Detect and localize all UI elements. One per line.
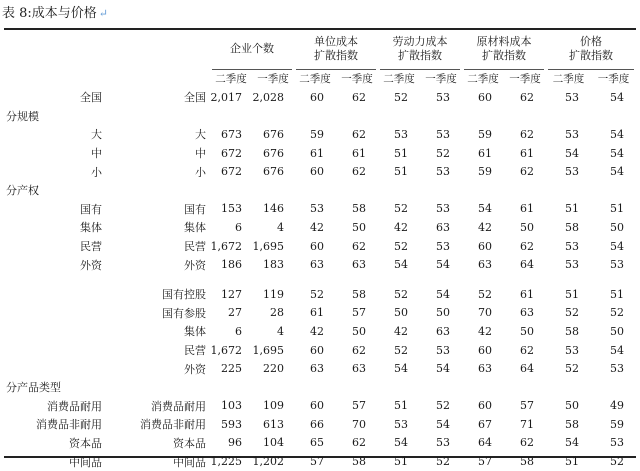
- value-cell: 63: [520, 306, 534, 320]
- table-row: [4, 304, 636, 323]
- spacer-row: [4, 274, 636, 285]
- table-row: [4, 434, 636, 453]
- value-cell: 186: [221, 258, 242, 272]
- value-cell: 52: [436, 399, 450, 413]
- value-cell: 61: [310, 306, 324, 320]
- row-sublabel: 全国: [184, 91, 206, 105]
- value-cell: 109: [263, 399, 284, 413]
- row-sublabel: 中: [195, 147, 206, 161]
- value-cell: 50: [352, 324, 366, 338]
- value-cell: 53: [565, 258, 579, 272]
- row-sublabel: 民营: [184, 240, 206, 254]
- table-row: [4, 125, 636, 144]
- value-cell: 6: [235, 324, 242, 338]
- row-label: 小: [91, 165, 102, 179]
- value-cell: 61: [520, 287, 534, 301]
- group-row: [4, 378, 636, 397]
- subheader-q1: 一季度: [257, 72, 289, 85]
- table-title: 表 8:成本与价格 ↵: [2, 6, 109, 21]
- value-cell: 62: [352, 90, 366, 104]
- value-cell: 103: [221, 399, 242, 413]
- value-cell: 57: [352, 399, 366, 413]
- row-sublabel: 国有参股: [162, 306, 206, 320]
- row-label: 资本品: [69, 436, 102, 450]
- row-label: 消费品非耐用: [36, 418, 102, 432]
- value-cell: 51: [394, 455, 408, 469]
- row-sublabel: 国有: [184, 202, 206, 216]
- subheader-q1: 一季度: [341, 72, 373, 85]
- value-cell: 61: [310, 146, 324, 160]
- value-cell: 613: [263, 417, 284, 431]
- value-cell: 66: [310, 417, 324, 431]
- value-cell: 1,225: [210, 455, 242, 469]
- table-row: [4, 144, 636, 163]
- value-cell: 57: [520, 399, 534, 413]
- value-cell: 57: [352, 306, 366, 320]
- header-labor-cost: [378, 29, 462, 69]
- value-cell: 53: [394, 417, 408, 431]
- value-cell: 54: [610, 146, 624, 160]
- value-cell: 53: [565, 165, 579, 179]
- value-cell: 60: [478, 239, 492, 253]
- value-cell: 53: [610, 436, 624, 450]
- value-cell: 54: [436, 362, 450, 376]
- value-cell: 62: [520, 343, 534, 357]
- value-cell: 2,028: [252, 90, 284, 104]
- value-cell: 51: [394, 146, 408, 160]
- value-cell: 52: [610, 455, 624, 469]
- value-cell: 63: [352, 258, 366, 272]
- value-cell: 62: [520, 436, 534, 450]
- value-cell: 53: [436, 127, 450, 141]
- value-cell: 52: [478, 287, 492, 301]
- row-sublabel: 国有控股: [162, 288, 206, 302]
- value-cell: 54: [436, 417, 450, 431]
- value-cell: 60: [310, 239, 324, 253]
- value-cell: 61: [352, 146, 366, 160]
- value-cell: 60: [478, 399, 492, 413]
- value-cell: 71: [520, 417, 534, 431]
- row-sublabel: 集体: [184, 325, 206, 339]
- value-cell: 42: [310, 324, 324, 338]
- value-cell: 58: [352, 202, 366, 216]
- header-firm-count: 企业个数: [230, 42, 274, 55]
- row-label: [4, 359, 106, 378]
- value-cell: 676: [263, 165, 284, 179]
- value-cell: 50: [565, 399, 579, 413]
- row-sublabel: 大: [195, 128, 206, 142]
- value-cell: 51: [610, 202, 624, 216]
- value-cell: 53: [436, 436, 450, 450]
- group-row: [4, 181, 636, 200]
- table-row: [4, 415, 636, 434]
- value-cell: 50: [394, 306, 408, 320]
- value-cell: 62: [520, 127, 534, 141]
- value-cell: 51: [565, 455, 579, 469]
- header-underline-firm: [212, 69, 292, 70]
- value-cell: 53: [436, 165, 450, 179]
- row-label: 国有: [80, 202, 102, 216]
- subheader-q1: 一季度: [597, 72, 630, 85]
- value-cell: 127: [221, 287, 242, 301]
- value-cell: 60: [310, 90, 324, 104]
- value-cell: 51: [610, 287, 624, 301]
- value-cell: 63: [436, 220, 450, 234]
- value-cell: 52: [565, 306, 579, 320]
- value-cell: 1,695: [252, 239, 284, 253]
- value-cell: 54: [436, 258, 450, 272]
- value-cell: 6: [235, 220, 242, 234]
- subheader-q2: 二季度: [552, 72, 585, 85]
- group-row: [4, 107, 636, 126]
- value-cell: 4: [277, 324, 284, 338]
- cost-price-table: [4, 29, 636, 471]
- value-cell: 51: [565, 202, 579, 216]
- value-cell: 49: [610, 399, 624, 413]
- header-underline-labor: [380, 69, 460, 70]
- value-cell: 1,672: [210, 343, 242, 357]
- value-cell: 50: [352, 220, 366, 234]
- value-cell: 50: [436, 306, 450, 320]
- table-row: [4, 255, 636, 274]
- value-cell: 27: [228, 306, 242, 320]
- value-cell: 62: [352, 239, 366, 253]
- value-cell: 63: [310, 258, 324, 272]
- header-underline-unit: [296, 69, 376, 70]
- value-cell: 54: [610, 165, 624, 179]
- value-cell: 52: [610, 306, 624, 320]
- value-cell: 58: [352, 455, 366, 469]
- value-cell: 58: [352, 287, 366, 301]
- value-cell: 1,202: [252, 455, 284, 469]
- table-row: [4, 218, 636, 237]
- value-cell: 52: [394, 202, 408, 216]
- value-cell: 64: [520, 362, 534, 376]
- value-cell: 4: [277, 220, 284, 234]
- table-row: [4, 322, 636, 341]
- value-cell: 54: [394, 258, 408, 272]
- value-cell: 42: [478, 324, 492, 338]
- value-cell: 96: [228, 436, 242, 450]
- row-sublabel: 资本品: [173, 436, 206, 450]
- value-cell: 676: [263, 146, 284, 160]
- table-row: [4, 88, 636, 107]
- value-cell: 62: [520, 239, 534, 253]
- value-cell: 672: [221, 146, 242, 160]
- value-cell: 42: [394, 324, 408, 338]
- value-cell: 60: [310, 343, 324, 357]
- value-cell: 672: [221, 165, 242, 179]
- value-cell: 54: [436, 287, 450, 301]
- row-sublabel: 外资: [184, 258, 206, 272]
- table-row: [4, 397, 636, 416]
- value-cell: 57: [478, 455, 492, 469]
- value-cell: 54: [610, 90, 624, 104]
- value-cell: 62: [352, 165, 366, 179]
- subheader-q2: 二季度: [215, 72, 247, 85]
- value-cell: 62: [352, 436, 366, 450]
- value-cell: 53: [394, 127, 408, 141]
- value-cell: 52: [394, 239, 408, 253]
- value-cell: 593: [221, 417, 242, 431]
- value-cell: 70: [352, 417, 366, 431]
- value-cell: 104: [263, 436, 284, 450]
- value-cell: 54: [394, 362, 408, 376]
- row-label: 大: [91, 128, 102, 142]
- value-cell: 62: [352, 127, 366, 141]
- row-sublabel: 集体: [184, 221, 206, 235]
- value-cell: 183: [263, 258, 284, 272]
- value-cell: 65: [310, 436, 324, 450]
- value-cell: 52: [436, 455, 450, 469]
- row-label: [4, 285, 106, 304]
- value-cell: 53: [565, 239, 579, 253]
- value-cell: 50: [520, 220, 534, 234]
- header-line: 扩散指数: [398, 49, 442, 62]
- row-sublabel: 小: [195, 165, 206, 179]
- value-cell: 146: [263, 202, 284, 216]
- value-cell: 53: [436, 202, 450, 216]
- value-cell: 220: [263, 362, 284, 376]
- row-label: 中间品: [69, 455, 102, 469]
- value-cell: 70: [478, 306, 492, 320]
- value-cell: 52: [565, 362, 579, 376]
- value-cell: 59: [478, 165, 492, 179]
- value-cell: 53: [436, 343, 450, 357]
- value-cell: 53: [565, 90, 579, 104]
- value-cell: 59: [610, 417, 624, 431]
- row-sublabel: 民营: [184, 344, 206, 358]
- value-cell: 63: [310, 362, 324, 376]
- row-label: 集体: [80, 221, 102, 235]
- value-cell: 54: [610, 343, 624, 357]
- value-cell: 673: [221, 127, 242, 141]
- value-cell: 60: [478, 90, 492, 104]
- row-label: [4, 304, 106, 323]
- value-cell: 53: [565, 127, 579, 141]
- row-sublabel: 消费品非耐用: [140, 418, 206, 432]
- value-cell: 52: [436, 146, 450, 160]
- value-cell: 62: [520, 165, 534, 179]
- header-line: 扩散指数: [314, 49, 358, 62]
- value-cell: 61: [478, 146, 492, 160]
- value-cell: 59: [310, 127, 324, 141]
- value-cell: 63: [436, 324, 450, 338]
- value-cell: 62: [520, 90, 534, 104]
- value-cell: 62: [352, 343, 366, 357]
- value-cell: 1,672: [210, 239, 242, 253]
- subheader-q1: 一季度: [425, 72, 457, 85]
- row-sublabel: 中间品: [173, 455, 206, 469]
- return-mark-icon: ↵: [98, 7, 109, 20]
- value-cell: 53: [610, 362, 624, 376]
- table-row: [4, 285, 636, 304]
- value-cell: 63: [478, 362, 492, 376]
- header-line: 原材料成本: [476, 35, 532, 48]
- value-cell: 60: [310, 399, 324, 413]
- value-cell: 58: [565, 324, 579, 338]
- value-cell: 54: [610, 127, 624, 141]
- row-label: 民营: [80, 240, 102, 254]
- value-cell: 42: [310, 220, 324, 234]
- subheader-q2: 二季度: [299, 72, 331, 85]
- value-cell: 53: [610, 258, 624, 272]
- row-label: 消费品耐用: [47, 399, 102, 413]
- row-sublabel: 消费品耐用: [151, 399, 206, 413]
- subheader-q1: 一季度: [509, 72, 541, 85]
- header-line: 扩散指数: [569, 49, 613, 62]
- value-cell: 153: [221, 202, 242, 216]
- value-cell: 52: [394, 343, 408, 357]
- table-row: [4, 341, 636, 360]
- value-cell: 60: [478, 343, 492, 357]
- header-unit-cost: [294, 29, 378, 69]
- value-cell: 54: [565, 436, 579, 450]
- value-cell: 61: [520, 202, 534, 216]
- value-cell: 52: [394, 90, 408, 104]
- header-line: 价格: [580, 35, 602, 48]
- value-cell: 53: [310, 202, 324, 216]
- row-sublabel: 外资: [184, 362, 206, 376]
- header-underline-price: [548, 69, 634, 70]
- value-cell: 54: [478, 202, 492, 216]
- spacer-cell: [4, 274, 636, 285]
- row-label: 外资: [80, 258, 102, 272]
- value-cell: 58: [565, 417, 579, 431]
- group-label: 分规模: [6, 109, 39, 123]
- value-cell: 63: [478, 258, 492, 272]
- value-cell: 58: [565, 220, 579, 234]
- value-cell: 61: [520, 146, 534, 160]
- value-cell: 52: [310, 287, 324, 301]
- value-cell: 42: [394, 220, 408, 234]
- table-row: [4, 237, 636, 256]
- row-label: [4, 322, 106, 341]
- table-row: [4, 162, 636, 181]
- header-underline-material: [464, 69, 544, 70]
- value-cell: 51: [565, 287, 579, 301]
- value-cell: 28: [270, 306, 284, 320]
- value-cell: 64: [478, 436, 492, 450]
- row-label: [4, 341, 106, 360]
- header-price: [546, 29, 636, 69]
- header-material-cost: [462, 29, 546, 69]
- value-cell: 60: [310, 165, 324, 179]
- value-cell: 64: [520, 258, 534, 272]
- value-cell: 50: [610, 220, 624, 234]
- value-cell: 50: [610, 324, 624, 338]
- row-label: 中: [91, 147, 102, 161]
- value-cell: 67: [478, 417, 492, 431]
- subheader-q2: 二季度: [467, 72, 499, 85]
- value-cell: 57: [310, 455, 324, 469]
- value-cell: 54: [610, 239, 624, 253]
- value-cell: 63: [352, 362, 366, 376]
- header-line: 单位成本: [314, 35, 358, 48]
- value-cell: 54: [394, 436, 408, 450]
- header-line: 劳动力成本: [392, 35, 448, 48]
- value-cell: 53: [565, 343, 579, 357]
- value-cell: 225: [221, 362, 242, 376]
- table-row: [4, 359, 636, 378]
- value-cell: 50: [520, 324, 534, 338]
- value-cell: 54: [565, 146, 579, 160]
- value-cell: 59: [478, 127, 492, 141]
- row-label: 全国: [80, 91, 102, 105]
- value-cell: 51: [394, 399, 408, 413]
- value-cell: 52: [394, 287, 408, 301]
- header-line: 扩散指数: [482, 49, 526, 62]
- value-cell: 119: [263, 287, 284, 301]
- value-cell: 53: [436, 239, 450, 253]
- subheader-q2: 二季度: [383, 72, 415, 85]
- value-cell: 51: [394, 165, 408, 179]
- value-cell: 58: [520, 455, 534, 469]
- value-cell: 42: [478, 220, 492, 234]
- value-cell: 53: [436, 90, 450, 104]
- value-cell: 676: [263, 127, 284, 141]
- value-cell: 2,017: [210, 90, 242, 104]
- group-label: 分产权: [6, 184, 39, 198]
- group-label: 分产品类型: [6, 381, 61, 395]
- table-row: [4, 200, 636, 219]
- value-cell: 1,695: [252, 343, 284, 357]
